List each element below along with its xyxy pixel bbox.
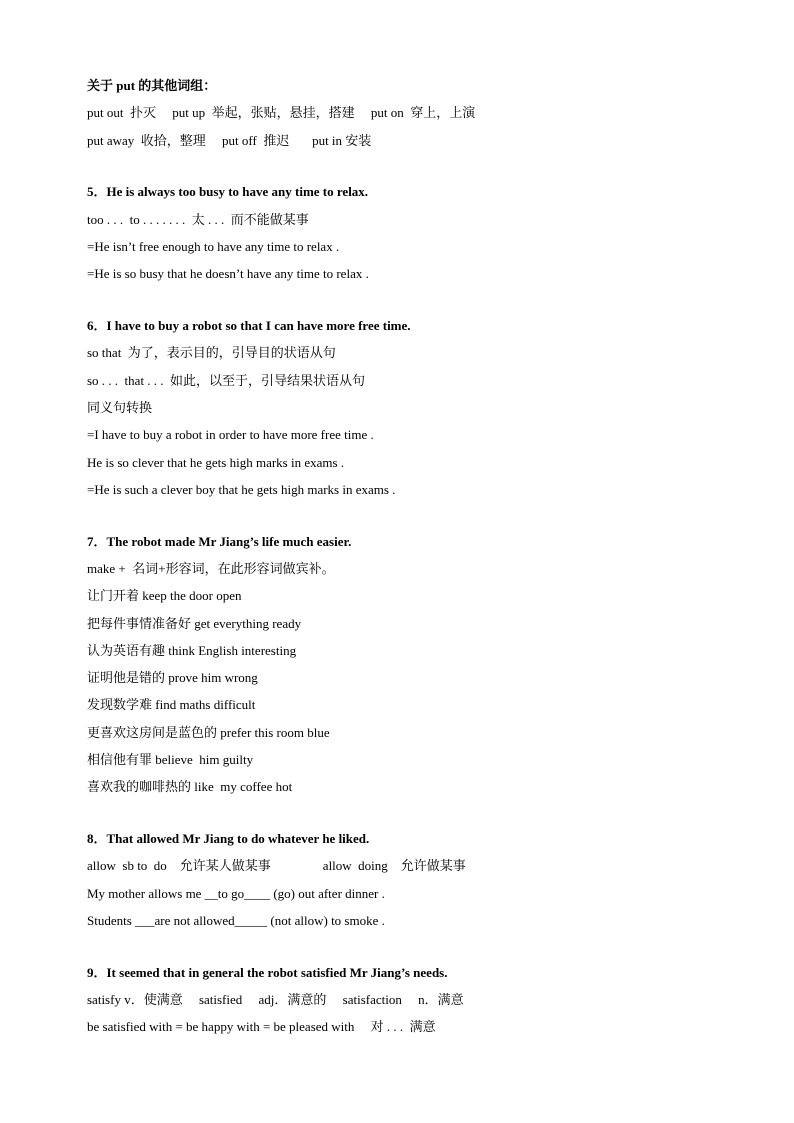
section-put-phrases (87, 72, 727, 154)
text-line: be satisfied with = be happy with = be pleased with 对 . . . 满意 (87, 1019, 436, 1035)
section-heading: 5．He is always too busy to have any time to relax. (87, 184, 369, 200)
text-line: 认为英语有趣 think English interesting (87, 642, 297, 658)
section-8 (87, 825, 727, 934)
text-line: =I have to buy a robot in order to have more free time . (87, 427, 374, 443)
section-9 (87, 959, 727, 1041)
text-line: 把每件事情准备好 get everything ready (87, 615, 302, 631)
paragraph-gap (87, 503, 727, 528)
paragraph-gap (87, 154, 727, 179)
section-5 (87, 178, 727, 287)
text-line: 证明他是错的 prove him wrong (87, 670, 258, 686)
text-line: satisfy v．使满意 satisfied adj．满意的 satisfaction n．满意 (87, 992, 464, 1008)
document-page (87, 72, 727, 1041)
text-line: put away 收拾，整理 put off 推迟 put in 安装 (87, 132, 372, 148)
text-line: 喜欢我的咖啡热的 like my coffee hot (87, 779, 293, 795)
text-line: =He is so busy that he doesn’t have any time to relax . (87, 266, 369, 282)
paragraph-gap (87, 934, 727, 959)
text-line: so . . . that . . . 如此，以至于，引导结果状语从句 (87, 372, 366, 388)
text-line: put out 扑灭 put up 举起，张贴，悬挂，搭建 put on 穿上，上演 (87, 105, 476, 121)
section-heading: 9．It seemed that in general the robot satisfied Mr Jiang’s needs. (87, 964, 448, 980)
paragraph-gap (87, 288, 727, 313)
text-line: Students ___are not allowed_____ (not allow) to smoke . (87, 913, 385, 929)
text-line: =He is such a clever boy that he gets high marks in exams . (87, 481, 396, 497)
text-line: 同义句转换 (87, 399, 153, 415)
paragraph-gap (87, 801, 727, 826)
section-heading: 6．I have to buy a robot so that I can have more free time. (87, 318, 411, 334)
text-line: 更喜欢这房间是蓝色的 prefer this room blue (87, 724, 330, 740)
section-7 (87, 528, 727, 801)
text-line: too . . . to . . . . . . . 太 . . . 而不能做某事 (87, 211, 309, 227)
text-line: 相信他有罪 believe him guilty (87, 752, 254, 768)
text-line: =He isn’t free enough to have any time to relax . (87, 238, 340, 254)
section-heading: 8．That allowed Mr Jiang to do whatever he liked. (87, 831, 370, 847)
text-line: make + 名词+形容词，在此形容词做宾补。 (87, 560, 335, 576)
section-heading: 关于 put 的其他词组： (87, 78, 217, 93)
text-line: allow sb to do 允许某人做某事 allow doing 允许做某事 (87, 858, 466, 874)
section-6 (87, 312, 727, 503)
section-heading: 7．The robot made Mr Jiang’s life much easier. (87, 533, 352, 549)
text-line: 让门开着 keep the door open (87, 588, 242, 604)
text-line: My mother allows me __to go____ (go) out after dinner . (87, 885, 385, 901)
text-line: 发现数学难 find maths difficult (87, 697, 256, 713)
text-line: He is so clever that he gets high marks in exams . (87, 454, 345, 470)
text-line: so that 为了，表示目的，引导目的状语从句 (87, 345, 336, 361)
